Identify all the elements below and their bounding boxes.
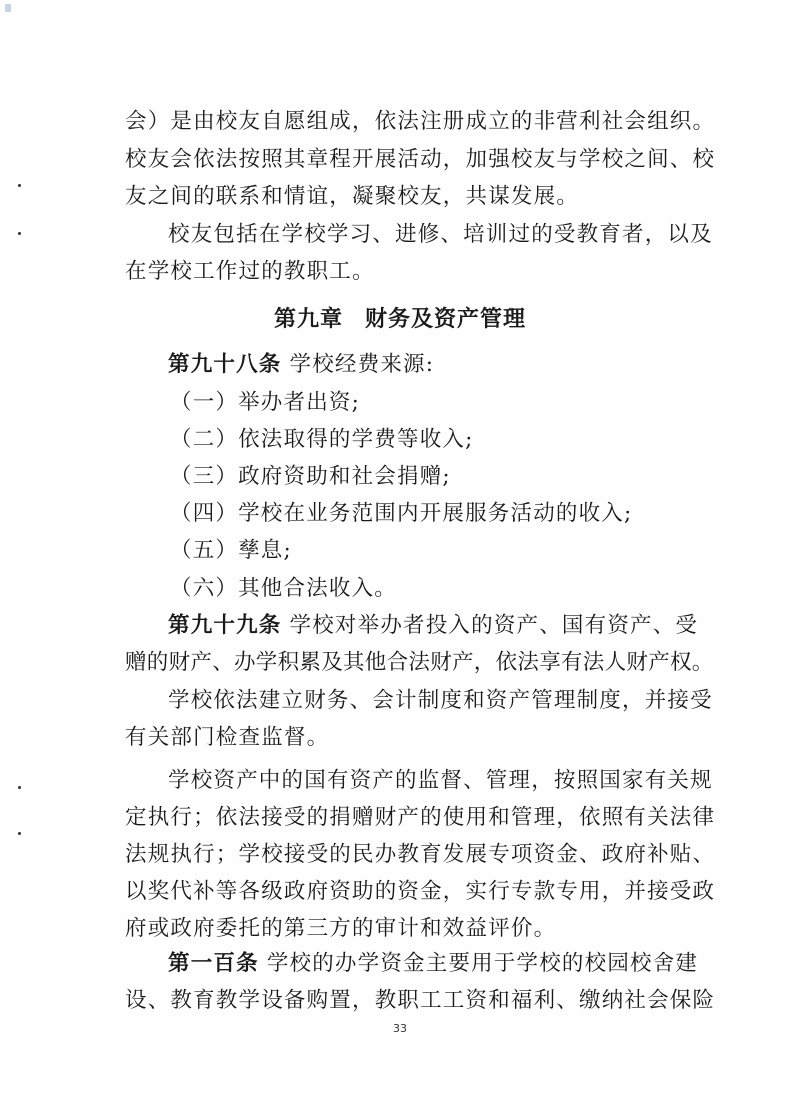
body-line: 在学校工作过的教职工。 (125, 259, 375, 284)
chapter-number: 第九章 (273, 306, 343, 332)
list-item: （六）其他合法收入。 (170, 576, 398, 601)
body-line: 会）是由校友自愿组成，依法注册成立的非营利社会组织。 (125, 109, 716, 134)
body-line: 学校依法建立财务、会计制度和资产管理制度，并接受 (168, 688, 713, 713)
binding-hole-mark (18, 832, 21, 835)
body-line: 设、教育教学设备购置，教职工工资和福利、缴纳社会保险 (125, 988, 716, 1013)
binding-hole-mark (18, 786, 21, 789)
article-98 (168, 349, 738, 381)
body-line: 以奖代补等各级政府资助的资金，实行专款专用，并接受政 (125, 879, 716, 904)
list-item: （一）举办者出资; (170, 390, 361, 415)
list-item: （四）学校在业务范围内开展服务活动的收入; (170, 501, 633, 526)
article-text: 学校经费来源: (289, 352, 435, 377)
body-line: 友之间的联系和情谊，凝聚校友，共谋发展。 (125, 184, 580, 209)
article-number: 第九十九条 (168, 613, 282, 638)
body-line: 府或政府委托的第三方的审计和效益评价。 (125, 916, 557, 941)
list-item: （五）孳息; (170, 538, 292, 563)
binding-hole-mark (18, 184, 21, 187)
article-number: 第一百条 (168, 951, 259, 976)
article-text: 学校对举办者投入的资产、国有资产、受 (289, 613, 699, 638)
chapter-heading (0, 303, 800, 335)
article-100 (168, 948, 738, 980)
body-line: 学校资产中的国有资产的监督、管理，按照国家有关规 (168, 768, 713, 793)
binding-hole-mark (18, 232, 21, 235)
article-text: 学校的办学资金主要用于学校的校园校舍建 (266, 951, 699, 976)
body-line: 定执行；依法接受的捐赠财产的使用和管理，依照有关法律 (125, 805, 716, 830)
body-line: 法规执行；学校接受的民办教育发展专项资金、政府补贴、 (125, 842, 716, 867)
page-number: 33 (393, 1022, 407, 1035)
scan-corner-mark (5, 4, 11, 12)
article-99 (168, 610, 738, 642)
body-line: 有关部门检查监督。 (125, 725, 330, 750)
list-item: （三）政府资助和社会捐赠; (170, 464, 451, 489)
chapter-title: 财务及资产管理 (365, 306, 527, 332)
body-line: 校友会依法按照其章程开展活动，加强校友与学校之间、校 (125, 147, 716, 172)
body-line: 校友包括在学校学习、进修、培训过的受教育者，以及 (168, 222, 713, 247)
list-item: （二）依法取得的学费等收入; (170, 427, 474, 452)
body-line: 赠的财产、办学积累及其他合法财产，依法享有法人财产权。 (125, 650, 714, 675)
article-number: 第九十八条 (168, 352, 282, 377)
